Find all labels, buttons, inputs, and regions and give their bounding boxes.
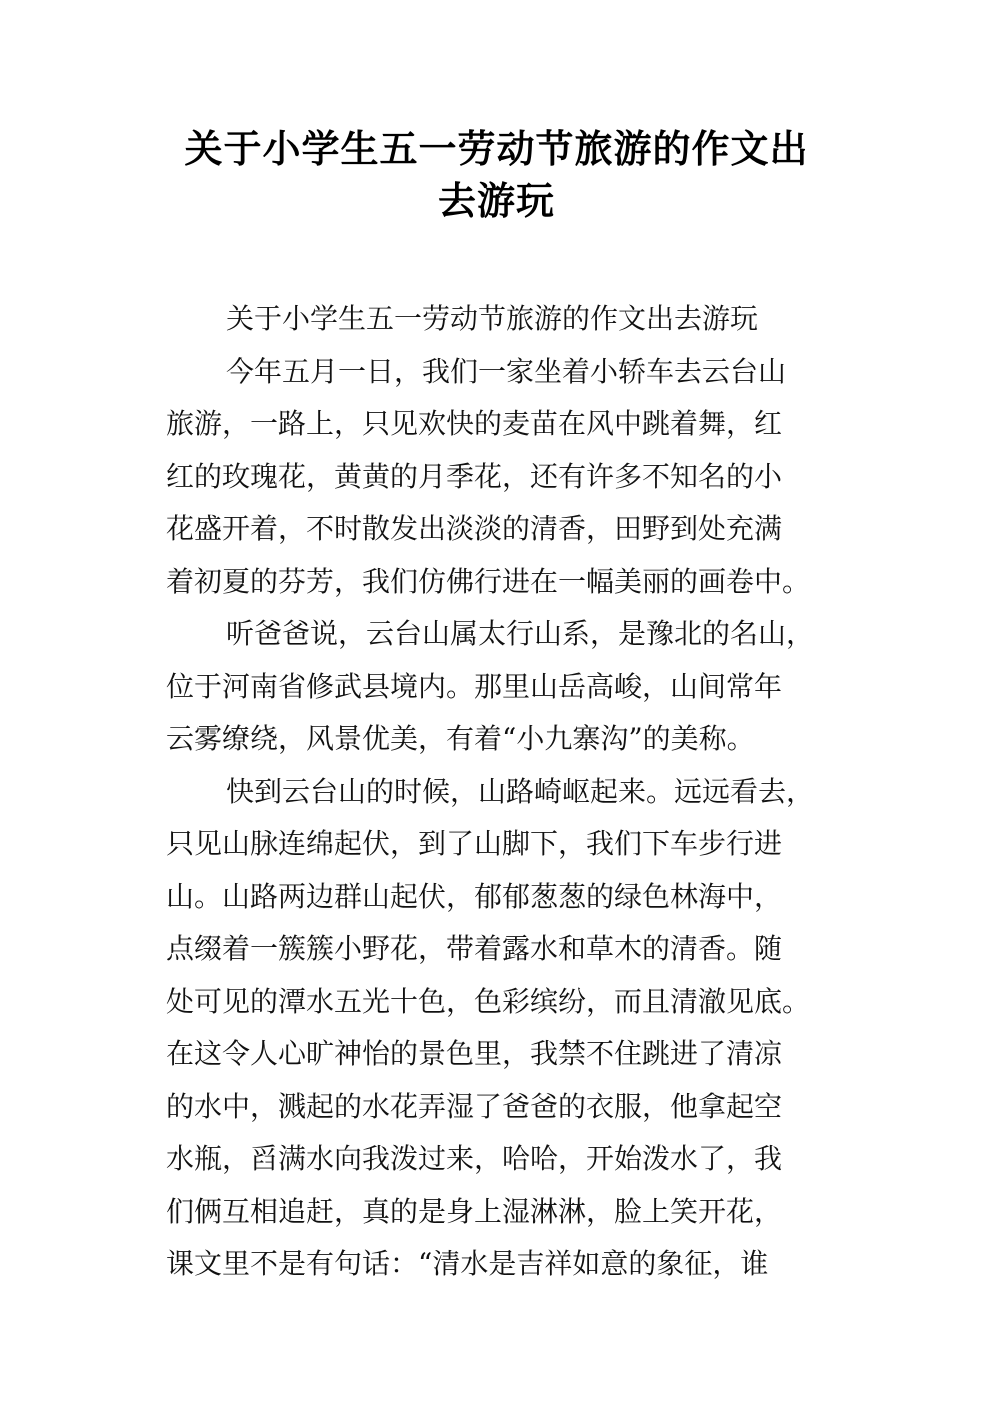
paragraph-line: 听爸爸说，云台山属太行山系，是豫北的名山， <box>226 617 815 650</box>
paragraph-line: 的水中，溅起的水花弄湿了爸爸的衣服，他拿起空 <box>166 1089 783 1123</box>
document-body <box>166 293 846 1291</box>
title-line-1: 关于小学生五一劳动节旅游的作文出 <box>184 127 809 171</box>
paragraph-line: 点缀着一簇簇小野花，带着露水和草木的清香。随 <box>166 932 783 965</box>
paragraph-line: 水瓶，舀满水向我泼过来，哈哈，开始泼水了，我 <box>166 1142 783 1175</box>
paragraph-line: 位于河南省修武县境内。那里山岳高峻，山间常年 <box>166 669 783 703</box>
paragraph-line: 处可见的潭水五光十色，色彩缤纷，而且清澈见底。 <box>166 984 811 1018</box>
paragraph-line: 云雾缭绕，风景优美，有着“小九寨沟”的美称。 <box>166 722 755 755</box>
paragraph-line: 山。山路两边群山起伏，郁郁葱葱的绿色林海中， <box>166 879 783 913</box>
paragraph-line: 们俩互相追赶，真的是身上湿淋淋，脸上笑开花， <box>166 1194 783 1228</box>
paragraph-line: 红的玫瑰花，黄黄的月季花，还有许多不知名的小 <box>166 459 783 493</box>
paragraph-line: 花盛开着，不时散发出淡淡的清香，田野到处充满 <box>166 512 783 545</box>
paragraph-line: 着初夏的芬芳，我们仿佛行进在一幅美丽的画卷中。 <box>166 564 811 598</box>
document-title <box>0 123 993 227</box>
paragraph-line: 今年五月一日，我们一家坐着小轿车去云台山 <box>226 354 787 388</box>
subtitle-line: 关于小学生五一劳动节旅游的作文出去游玩 <box>226 302 759 335</box>
paragraph-line: 旅游，一路上，只见欢快的麦苗在风中跳着舞，红 <box>166 407 783 440</box>
paragraph-line: 快到云台山的时候，山路崎岖起来。远远看去， <box>226 774 815 808</box>
paragraph-line: 只见山脉连绵起伏，到了山脚下，我们下车步行进 <box>166 827 783 860</box>
title-line-2: 去游玩 <box>437 179 555 223</box>
paragraph-line: 在这令人心旷神怡的景色里，我禁不住跳进了清凉 <box>166 1037 783 1070</box>
paragraph-line: 课文里不是有句话：“清水是吉祥如意的象征，谁 <box>166 1247 769 1280</box>
